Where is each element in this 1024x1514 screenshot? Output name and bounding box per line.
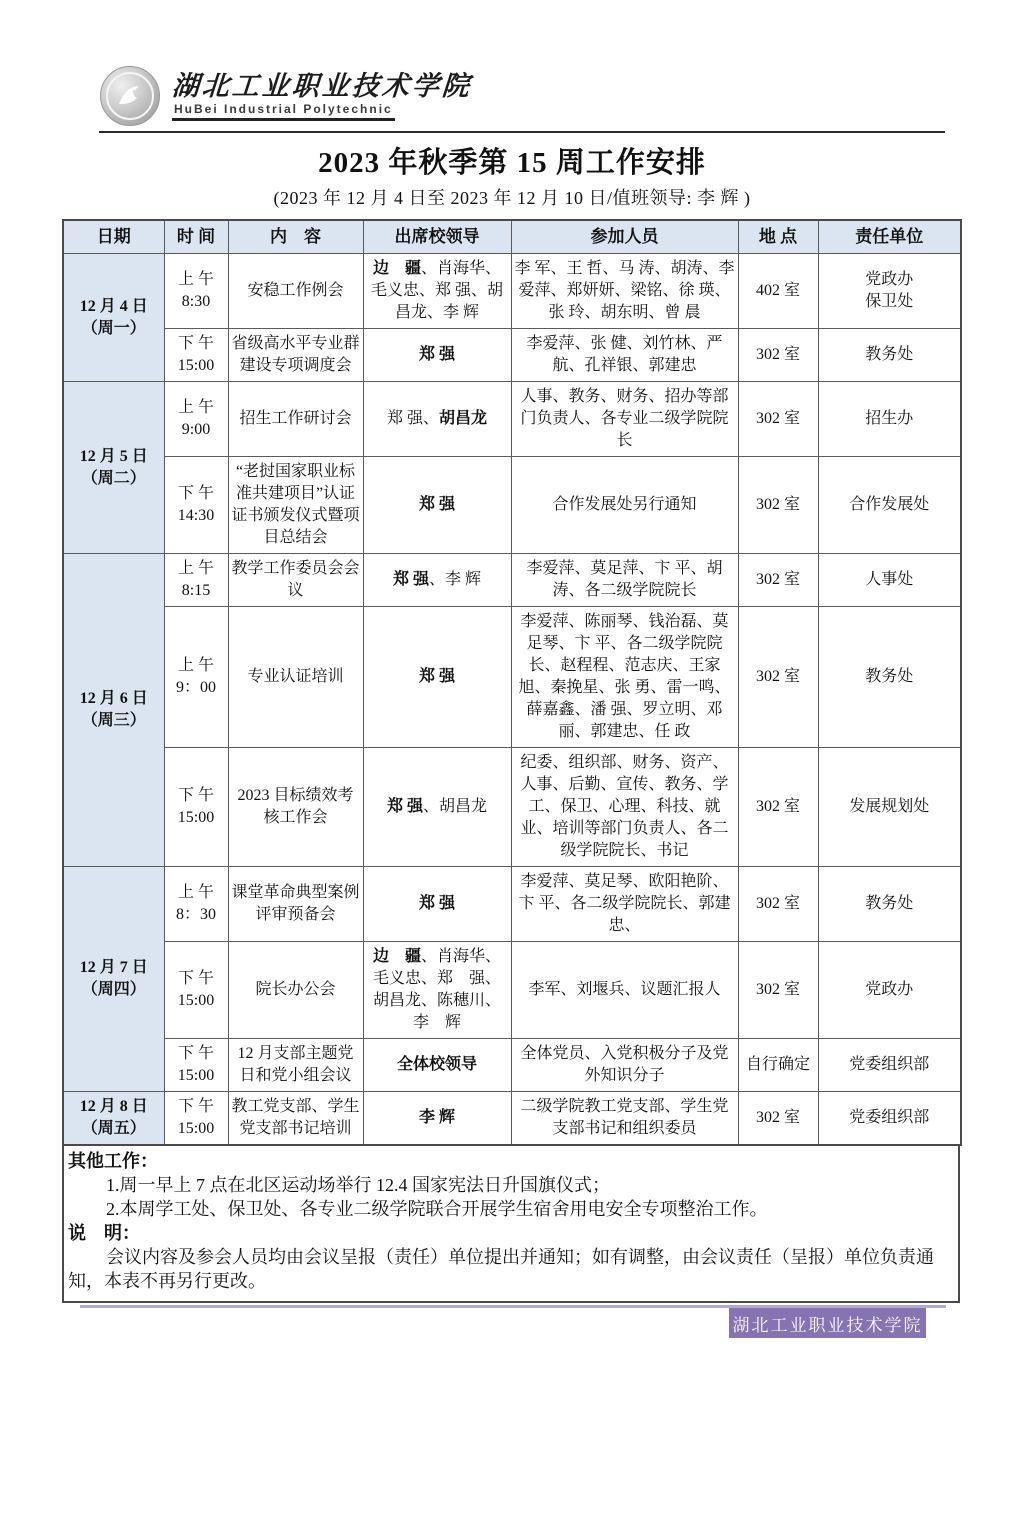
participants-cell: 李军、刘堰兵、议题汇报人 bbox=[511, 942, 738, 1039]
notes-section bbox=[62, 1146, 960, 1303]
location-cell: 自行确定 bbox=[738, 1039, 818, 1092]
content-cell: 12 月支部主题党日和党小组会议 bbox=[228, 1039, 363, 1092]
leaders-cell bbox=[363, 457, 511, 554]
time-line: 上 午 bbox=[177, 884, 214, 901]
leader-name: 郑 强 bbox=[418, 496, 455, 513]
table-row bbox=[63, 748, 961, 867]
column-header: 内 容 bbox=[228, 220, 363, 254]
time-cell bbox=[164, 457, 228, 554]
column-header: 地 点 bbox=[738, 220, 818, 254]
leaders-cell bbox=[363, 942, 511, 1039]
footer-band bbox=[80, 1305, 946, 1348]
unit-cell bbox=[818, 942, 961, 1039]
unit-line: 党政办 bbox=[865, 981, 914, 998]
content-cell: 招生工作研讨会 bbox=[228, 382, 363, 457]
time-cell bbox=[164, 254, 228, 329]
leaders-cell bbox=[363, 607, 511, 748]
time-line: 15:00 bbox=[177, 1120, 215, 1137]
date-line: （周三） bbox=[81, 712, 146, 729]
unit-cell bbox=[818, 457, 961, 554]
letterhead-divider bbox=[99, 131, 945, 133]
time-line: 下 午 bbox=[177, 1098, 214, 1115]
unit-cell bbox=[818, 382, 961, 457]
date-line: 12 月 8 日 bbox=[79, 1098, 148, 1115]
leaders-cell bbox=[363, 382, 511, 457]
leaders-cell bbox=[363, 554, 511, 607]
unit-cell bbox=[818, 1039, 961, 1092]
unit-cell bbox=[818, 748, 961, 867]
time-line: 15:00 bbox=[177, 809, 215, 826]
schedule-table-head bbox=[63, 220, 961, 254]
leader-name: 、胡昌龙 bbox=[423, 798, 488, 815]
column-header: 参加人员 bbox=[511, 220, 738, 254]
leader-name: 、肖海华、毛义忠、郑 强、胡昌龙、李 辉 bbox=[370, 260, 503, 321]
location-cell: 302 室 bbox=[738, 457, 818, 554]
school-stamp: 湖北工业职业技术学院 bbox=[729, 1308, 926, 1338]
time-line: 8：30 bbox=[175, 906, 216, 923]
time-line: 8:30 bbox=[181, 293, 211, 310]
time-line: 上 午 bbox=[177, 399, 214, 416]
location-cell: 302 室 bbox=[738, 554, 818, 607]
leaders-cell bbox=[363, 254, 511, 329]
content-cell: 教工党支部、学生党支部书记培训 bbox=[228, 1092, 363, 1146]
leader-name: 胡昌龙 bbox=[439, 410, 488, 427]
unit-line: 党委组织部 bbox=[849, 1056, 930, 1073]
unit-cell bbox=[818, 607, 961, 748]
time-line: 15:00 bbox=[177, 992, 215, 1009]
participants-cell: 李爱萍、莫足琴、欧阳艳阶、卞 平、各二级学院院长、郭建忠、 bbox=[511, 867, 738, 942]
time-line: 下 午 bbox=[177, 335, 214, 352]
leaders-cell bbox=[363, 1092, 511, 1146]
content-cell: 省级高水平专业群建设专项调度会 bbox=[228, 329, 363, 382]
leader-name: 郑 强 bbox=[418, 668, 455, 685]
location-cell: 302 室 bbox=[738, 1092, 818, 1146]
date-cell bbox=[63, 554, 164, 867]
date-cell bbox=[63, 867, 164, 1092]
date-line: 12 月 4 日 bbox=[79, 297, 148, 315]
column-header: 时 间 bbox=[164, 220, 228, 254]
leader-name: 郑 强 bbox=[418, 895, 455, 912]
unit-line: 教务处 bbox=[865, 668, 914, 685]
unit-line: 教务处 bbox=[865, 346, 914, 363]
location-cell: 302 室 bbox=[738, 748, 818, 867]
unit-line: 保卫处 bbox=[865, 293, 914, 310]
date-cell bbox=[63, 1092, 164, 1146]
column-header: 日期 bbox=[63, 220, 164, 254]
participants-cell: 人事、教务、财务、招办等部门负责人、各专业二级学院院长 bbox=[511, 382, 738, 457]
leader-name: 全体校领导 bbox=[396, 1056, 477, 1073]
unit-line: 招生办 bbox=[865, 410, 914, 427]
leader-name: 边 疆 bbox=[372, 948, 421, 965]
schedule-header-row bbox=[63, 220, 961, 254]
date-line: 12 月 5 日 bbox=[79, 447, 148, 465]
leader-name: 、李 辉 bbox=[429, 571, 482, 588]
table-row bbox=[63, 254, 961, 329]
unit-line: 党委组织部 bbox=[849, 1109, 930, 1126]
date-line: （周四） bbox=[81, 981, 146, 998]
unit-line: 合作发展处 bbox=[849, 496, 930, 513]
unit-line: 教务处 bbox=[865, 895, 914, 912]
table-row bbox=[63, 607, 961, 748]
location-cell: 302 室 bbox=[738, 942, 818, 1039]
schedule-table bbox=[62, 219, 962, 1146]
unit-cell bbox=[818, 867, 961, 942]
time-line: 上 午 bbox=[177, 657, 214, 674]
location-cell: 302 室 bbox=[738, 867, 818, 942]
letterhead bbox=[100, 66, 1024, 126]
time-cell bbox=[164, 942, 228, 1039]
content-cell: 课堂革命典型案例评审预备会 bbox=[228, 867, 363, 942]
leader-name: 郑 强 bbox=[386, 798, 423, 815]
leaders-cell bbox=[363, 867, 511, 942]
leader-name: 边 疆 bbox=[372, 260, 421, 277]
leader-name: 郑 强 bbox=[392, 571, 429, 588]
content-cell: 院长办公会 bbox=[228, 942, 363, 1039]
table-row bbox=[63, 1039, 961, 1092]
date-line: 12 月 7 日 bbox=[79, 959, 148, 976]
time-cell bbox=[164, 1039, 228, 1092]
time-line: 15:00 bbox=[177, 1067, 215, 1084]
unit-line: 发展规划处 bbox=[849, 798, 930, 815]
leader-name: 郑 强、 bbox=[386, 410, 439, 427]
other-work-label: 其他工作： bbox=[68, 1151, 158, 1171]
time-cell bbox=[164, 1092, 228, 1146]
leader-name: 郑 强 bbox=[418, 346, 455, 363]
location-cell: 302 室 bbox=[738, 607, 818, 748]
time-line: 下 午 bbox=[177, 970, 214, 987]
leader-name: 李 辉 bbox=[418, 1109, 455, 1126]
leaders-cell bbox=[363, 1039, 511, 1092]
unit-cell bbox=[818, 254, 961, 329]
table-row bbox=[63, 942, 961, 1039]
time-line: 15:00 bbox=[177, 357, 215, 374]
remark-label: 说 明： bbox=[68, 1223, 140, 1243]
table-row bbox=[63, 382, 961, 457]
participants-cell: 全体党员、入党积极分子及党外知识分子 bbox=[511, 1039, 738, 1092]
unit-line: 人事处 bbox=[865, 571, 914, 588]
content-cell: 安稳工作例会 bbox=[228, 254, 363, 329]
content-cell: 2023 目标绩效考核工作会 bbox=[228, 748, 363, 867]
unit-cell bbox=[818, 329, 961, 382]
letterhead-text bbox=[172, 71, 472, 121]
leader-name: 、肖海华、毛义忠、郑 强、胡昌龙、陈穗川、李 辉 bbox=[372, 948, 502, 1031]
date-line: （周二） bbox=[81, 469, 146, 487]
page-subtitle: (2023 年 12 月 4 日至 2023 年 12 月 10 日/值班领导: 李 辉 ) bbox=[273, 188, 751, 208]
table-row bbox=[63, 329, 961, 382]
document-page bbox=[0, 66, 1024, 1514]
date-line: （周五） bbox=[81, 1120, 146, 1137]
school-logo-icon bbox=[100, 66, 160, 126]
time-line: 下 午 bbox=[177, 787, 214, 804]
participants-cell: 纪委、组织部、财务、资产、人事、后勤、宣传、教务、学工、保卫、心理、科技、就业、培训等部门负责人、各二级学院院长、书记 bbox=[511, 748, 738, 867]
date-cell bbox=[63, 254, 164, 382]
other-work-item-2: 2.本周学工处、保卫处、各专业二级学院联合开展学生宿舍用电安全专项整治工作。 bbox=[106, 1199, 768, 1219]
column-header: 责任单位 bbox=[818, 220, 961, 254]
time-line: 下 午 bbox=[177, 485, 214, 502]
school-name-en: HuBei Industrial Polytechnic bbox=[172, 101, 395, 121]
location-cell: 302 室 bbox=[738, 382, 818, 457]
participants-cell: 李 军、王 哲、马 涛、胡涛、李爱萍、郑妍妍、梁铭、徐 瑛、张 玲、胡东明、曾 晨 bbox=[511, 254, 738, 329]
time-cell bbox=[164, 554, 228, 607]
time-cell bbox=[164, 748, 228, 867]
swan-emblem-icon bbox=[105, 71, 155, 121]
location-cell: 402 室 bbox=[738, 254, 818, 329]
time-cell bbox=[164, 329, 228, 382]
time-cell bbox=[164, 382, 228, 457]
table-row bbox=[63, 457, 961, 554]
content-cell: 教学工作委员会会议 bbox=[228, 554, 363, 607]
school-name-cn: 湖北工业职业技术学院 bbox=[170, 71, 474, 101]
unit-cell bbox=[818, 1092, 961, 1146]
table-row bbox=[63, 1092, 961, 1146]
content-cell: 专业认证培训 bbox=[228, 607, 363, 748]
date-line: （周一） bbox=[81, 319, 146, 337]
participants-cell: 李爱萍、张 健、刘竹林、严航、孔祥银、郭建忠 bbox=[511, 329, 738, 382]
column-header: 出席校领导 bbox=[363, 220, 511, 254]
page-title: 2023 年秋季第 15 周工作安排 bbox=[318, 147, 706, 179]
time-line: 9:00 bbox=[181, 421, 211, 438]
remark-text: 会议内容及参会人员均由会议呈报（责任）单位提出并通知；如有调整，由会议责任（呈报）单位负责通知，本表不再另行更改。 bbox=[68, 1247, 934, 1291]
time-cell bbox=[164, 867, 228, 942]
date-cell bbox=[63, 382, 164, 554]
other-work-item-1: 1.周一早上 7 点在北区运动场举行 12.4 国家宪法日升国旗仪式； bbox=[106, 1175, 610, 1195]
time-line: 上 午 bbox=[177, 271, 214, 288]
time-line: 上 午 bbox=[177, 560, 214, 577]
participants-cell: 二级学院教工党支部、学生党支部书记和组织委员 bbox=[511, 1092, 738, 1146]
schedule-table-body bbox=[63, 254, 961, 1146]
content-cell: “老挝国家职业标准共建项目”认证证书颁发仪式暨项目总结会 bbox=[228, 457, 363, 554]
table-row bbox=[63, 554, 961, 607]
participants-cell: 合作发展处另行通知 bbox=[511, 457, 738, 554]
leaders-cell bbox=[363, 748, 511, 867]
time-line: 14:30 bbox=[177, 507, 215, 524]
unit-cell bbox=[818, 554, 961, 607]
time-line: 9：00 bbox=[175, 679, 216, 696]
participants-cell: 李爱萍、陈丽琴、钱治磊、莫足琴、卞 平、各二级学院院长、赵程程、范志庆、王家旭、秦挽星、张 勇、雷一鸣、薛嘉鑫、潘 强、罗立明、邓 丽、郭建忠、任 政 bbox=[511, 607, 738, 748]
date-line: 12 月 6 日 bbox=[79, 690, 148, 707]
time-cell bbox=[164, 607, 228, 748]
table-row bbox=[63, 867, 961, 942]
location-cell: 302 室 bbox=[738, 329, 818, 382]
time-line: 下 午 bbox=[177, 1045, 214, 1062]
time-line: 8:15 bbox=[181, 582, 211, 599]
leaders-cell bbox=[363, 329, 511, 382]
participants-cell: 李爱萍、莫足萍、卞 平、胡涛、各二级学院院长 bbox=[511, 554, 738, 607]
unit-line: 党政办 bbox=[865, 271, 914, 288]
